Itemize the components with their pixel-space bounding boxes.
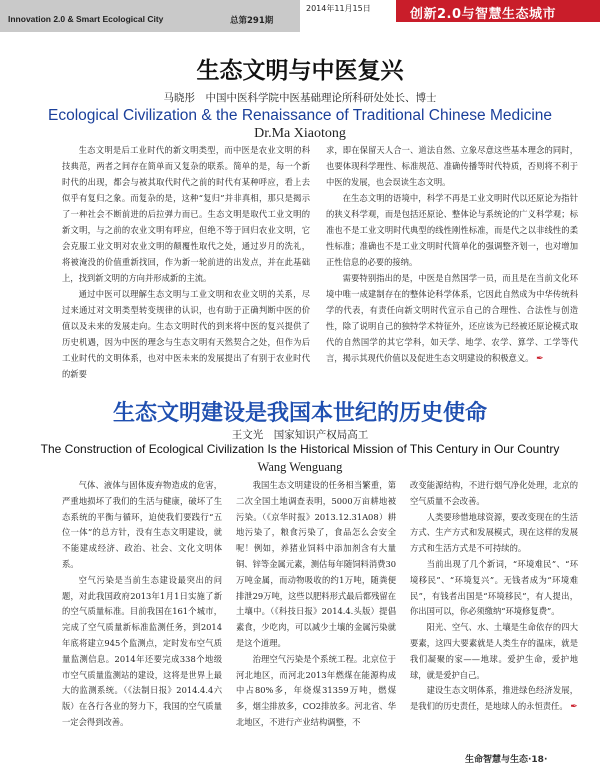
paragraph	[326, 270, 578, 367]
article2-title-en: The Construction of Ecological Civilization Is the Historical Mission of This Century in Our Country	[40, 442, 560, 456]
paragraph: 求，即在保留天人合一、道法自然、立象尽意这些基本理念的同时，也要体现科学理性、标准规范、准确传播等时代特质，否则将不利于中医的发展，也会误读生态文明。	[326, 145, 578, 187]
page-footer: 生命智慧与生态·18·	[465, 755, 548, 765]
paragraph	[410, 683, 578, 716]
paragraph: 生态文明是后工业时代的新文明类型，而中医是农业文明的科技典范，两者之间存在简单而又复杂的联系。简单的是，每一个新时代的出现，都会与被其取代时代之前的时代有某种呼应，看上去似乎有复归之象。而复杂的是，这种“复归”并非真相，那只是揭示了一种社会不断前进的后拉弹力而已。生态文明是取代工业文明的新文明，与之前的农业文明有呼应，但绝不等于回归农业文明，它会克服工业文明对农业文明的颠覆性取代之处，通过岁月的洗礼，将被淹没的价值重新找回，作为新一轮前进的出发点，并在此基础上，找到新文明的方向并形成新的主流。	[62, 145, 310, 283]
article1-author-en: Dr.Ma Xiaotong	[254, 126, 346, 141]
paragraph: 空气污染是当前生态建设最突出的问题，对此我国政府2013年1月1日实施了新的空气质量标准。目前我国在161个城市，完成了空气质量新标准监测任务，到2014年底将建立945个监测点，定时发布空气质量监测信息。2014年还要完成338个地级市空气质量监测站的建设，这将是世界上最大的监测系统。（《法制日报》2014.4.4六版）在各行各业的努力下，我国的空气质量一定会得到改善。	[62, 574, 222, 727]
article2-column-3	[410, 478, 578, 716]
paragraph: 通过中医可以理解生态文明与工业文明和农业文明的关系，尽过来通过对文明类型转变规律的认识，也有助于正确判断中医的价值以及未来的发展走向。生态文明时代的到来将中医的复兴提供了历史机遇，因为中医的理念与生态文明有天然契合之处，但作为后工业时代的文明体系，也对中医未来的发展提出了有别于农业时代的新要	[62, 289, 310, 379]
article2-column-2	[236, 478, 396, 731]
paragraph-text: 需要特别指出的是，中医是自然国学一员，而且是在当前文化环境中唯一成建制存在的整体论科学体系，它因此自然成为中华传统科学的代表，有责任向新文明时代宣示自己的合理性、合法性与创造性，除了说明自己的独特学术特征外，还应该为已经被还原论模式取代的自然国学的其它学科，如天学、地学、农学、算学、工学等代言，揭示其现代价值以及促进生态文明建设的积极意义。	[326, 273, 578, 363]
article2-author: 王文光 国家知识产权局高工	[231, 429, 369, 441]
paragraph: 治理空气污染是个系统工程。北京位于河北地区，而河北2013年燃煤在能源构成中占80%多，年烧煤31359万吨，燃煤多，烟尘排放多，CO2排放多。河北省、华北地区，不进行产业结构调整，不	[236, 653, 396, 727]
paragraph-text: 建设生态文明体系，推进绿色经济发展，是我们的历史责任，是地球人的永恒责任。	[410, 685, 578, 712]
issue-date: 2014年11月15日	[306, 4, 371, 13]
magazine-name: Innovation 2.0 & Smart Ecological City	[8, 14, 164, 24]
article1-title-en: Ecological Civilization & the Renaissance of Traditional Chinese Medicine	[47, 107, 552, 124]
paragraph: 改变能源结构，不进行烟气净化处理，北京的空气质量不会改善。	[410, 480, 578, 506]
paragraph: 我国生态文明建设的任务相当繁重，第二次全国土地调查表明，5000万亩耕地被污染。（《京华时报》2013.12.31A08）耕地污染了，粮食污染了，食品怎么会安全呢！例如，养猪业饲料中添加剂含有大量铜、锌等金属元素，测估每年随饲料消费30万吨金属，而动物吸收的约1万吨，随粪便排泄29万吨，这些以肥料形式最后都残留在土壤中。（《科技日报》2014.4.头版）提倡素食，少吃肉，可以减少土壤的金属污染就是这个道理。	[236, 480, 396, 648]
paragraph: 当前出现了几个新词，“环境难民”、“环境移民”、“环境复兴”。无钱者成为“环境难民”，有钱者出国是“环境移民”，有人提出，你出国可以，你必须缴纳“环境修复费”。	[410, 558, 578, 617]
article2-title: 生态文明建设是我国本世纪的历史使命	[112, 401, 487, 426]
issue-number: 总第291期	[230, 16, 274, 26]
article1-column-2	[326, 142, 578, 367]
header-bar	[0, 0, 300, 32]
article1-column-1	[62, 142, 310, 382]
paragraph: 阳光、空气、水、土壤是生命依存的四大要素，这四大要素就是人类生存的温床，就是我们凝聚的家——地球。爱护生命，爱护地球，就是爱护自己。	[410, 622, 578, 680]
article1-title: 生态文明与中医复兴	[196, 58, 404, 84]
pen-icon: ✒	[570, 702, 578, 713]
paragraph: 气体、液体与固体废弃物造成的危害，严重地损坏了我们的生活与健康，破坏了生态系统的平衡与循环，迫使我们要践行“五位一体”的总方针，没有生态文明建设，就不能建成经济、政治、社会、文化文明体系。	[62, 480, 222, 569]
pen-icon: ✒	[536, 354, 544, 364]
paragraph: 在生态文明的语境中，科学不再是工业文明时代以还原论为指针的狭义科学观，而是包括还原论、整体论与系统论的广义科学观；标准也不是工业文明时代典型的线性刚性标准，而是代之以非线性的柔性标准；准确也不是工业文明时代简单化的强调整齐划一，也对增加正性信息的必要的接纳。	[326, 193, 578, 267]
section-title: 创新2.0与智慧生态城市	[410, 7, 557, 22]
article2-author-en: Wang Wenguang	[257, 460, 343, 474]
article2-column-1	[62, 478, 222, 731]
article1-author: 马晓彤 中国中医科学院中医基础理论所科研处处长、博士	[163, 92, 437, 104]
paragraph: 人类要珍惜地球资源，要改变现在的生活方式、生产方式和发展模式，现在这样的发展方式和生活方式是不可持续的。	[410, 511, 578, 554]
section-ribbon	[396, 0, 600, 22]
